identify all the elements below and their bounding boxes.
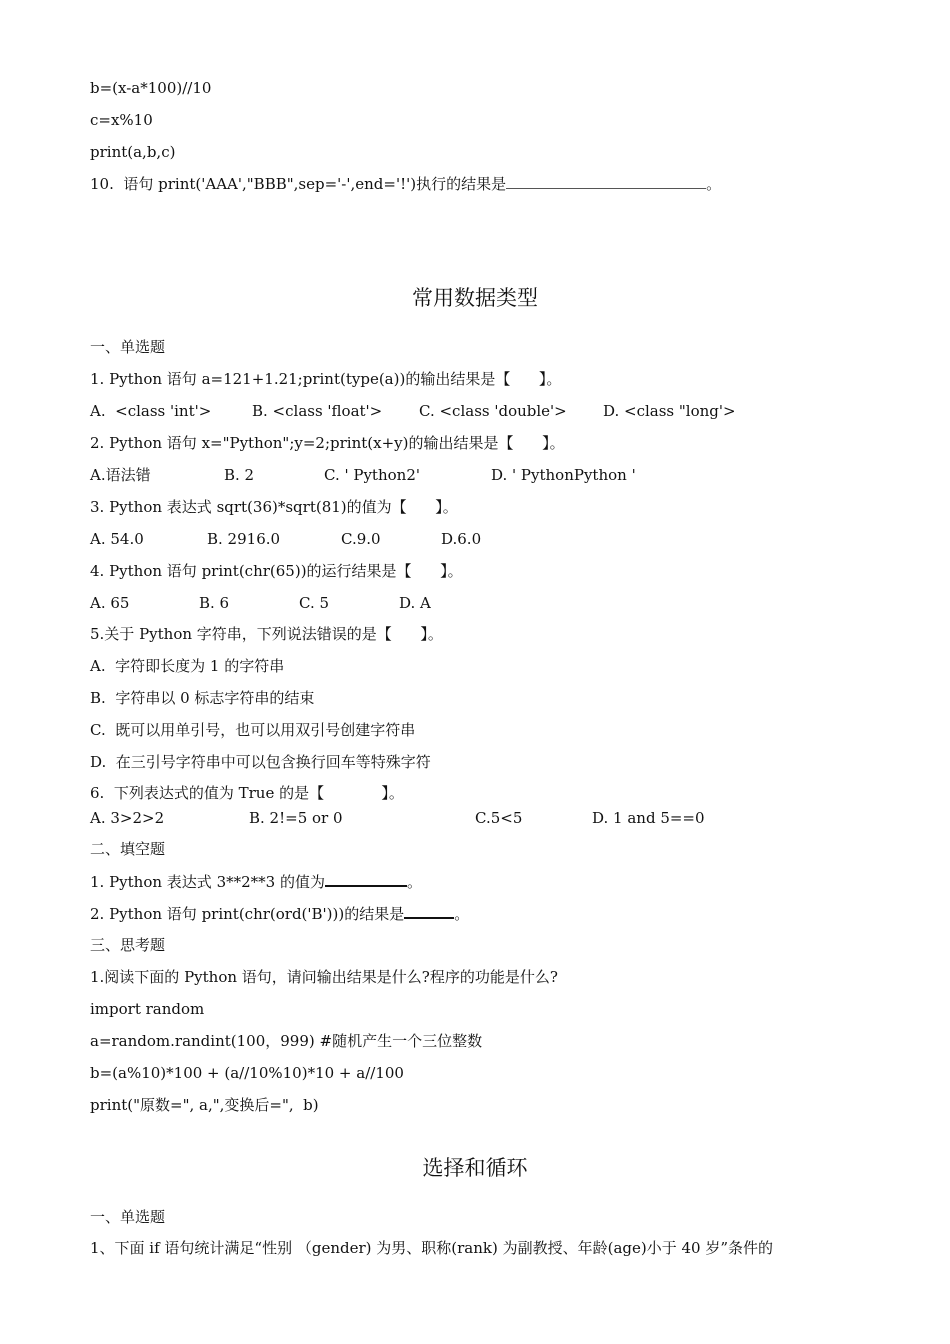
answer-blank (325, 871, 407, 887)
option-c: C. ' Python2' (324, 466, 420, 484)
section-subheading: 一、单选题 (90, 338, 166, 356)
question-text: 5.关于 Python 字符串，下列说法错误的是【 】。 (90, 625, 443, 643)
option-c: C. 既可以用单引号，也可以用双引号创建字符串 (90, 721, 416, 739)
option-row (90, 465, 890, 485)
option-c: C.5<5 (475, 809, 523, 827)
fill-question-2 (90, 903, 469, 924)
option-b: B. 2!=5 or 0 (249, 809, 343, 827)
section-subheading: 三、思考题 (90, 936, 166, 954)
code-line: c=x%10 (90, 111, 153, 129)
option-a: A. <class 'int'> (90, 402, 212, 420)
fill-question-1 (90, 871, 422, 892)
punct: 。 (706, 175, 722, 193)
question-text: 1. Python 表达式 3**2**3 的值为 (90, 873, 325, 891)
answer-blank (404, 903, 454, 919)
option-a: A. 3>2>2 (90, 809, 165, 827)
option-b: B. 2 (224, 466, 255, 484)
option-a: A. 65 (90, 594, 130, 612)
code-line: import random (90, 1000, 205, 1018)
answer-blank (506, 174, 706, 189)
option-row (90, 401, 890, 421)
option-a: A. 字符即长度为 1 的字符串 (90, 657, 285, 675)
option-a: A. 54.0 (90, 530, 144, 548)
option-c: C. 5 (299, 594, 330, 612)
code-line: b=(x-a*100)//10 (90, 79, 212, 97)
option-d: D. ' PythonPython ' (491, 466, 636, 484)
punct: 。 (454, 905, 470, 923)
option-d: D.6.0 (441, 530, 482, 548)
question-text: 10. 语句 print('AAA',"BBB",sep='-',end='!')执行的结果是 (90, 175, 507, 193)
question-text: 3. Python 表达式 sqrt(36)*sqrt(81)的值为【 】。 (90, 498, 458, 516)
option-c: C. <class 'double'> (419, 402, 567, 420)
option-d: D. A (399, 594, 431, 612)
code-line: print("原数=", a,",变换后=", b) (90, 1096, 319, 1114)
question-text: 2. Python 语句 x="Python";y=2;print(x+y)的输出结果是【 】。 (90, 434, 565, 452)
question-text: 6. 下列表达式的值为 True 的是【 】。 (90, 784, 404, 802)
question-text: 2. Python 语句 print(chr(ord('B')))的结果是 (90, 905, 405, 923)
code-line: b=(a%10)*100 + (a//10%10)*10 + a//100 (90, 1064, 404, 1082)
option-d: D. 在三引号字符串中可以包含换行回车等特殊字符 (90, 753, 431, 771)
question-text: 1、下面 if 语句统计满足“性别 （gender) 为男、职称(rank) 为副教授、年龄(age)小于 40 岁”条件的 (90, 1239, 774, 1257)
option-b: B. <class 'float'> (252, 402, 383, 420)
code-line: a=random.randint(100，999) #随机产生一个三位整数 (90, 1032, 483, 1050)
option-b: B. 2916.0 (207, 530, 281, 548)
code-line: print(a,b,c) (90, 143, 176, 161)
option-b: B. 6 (199, 594, 230, 612)
section-subheading: 二、填空题 (90, 840, 166, 858)
option-b: B. 字符串以 0 标志字符串的结束 (90, 689, 315, 707)
option-row (90, 808, 890, 828)
option-d: D. <class "long'> (603, 402, 736, 420)
option-row (90, 593, 890, 613)
section-title: 常用数据类型 (412, 286, 538, 310)
option-c: C.9.0 (341, 530, 381, 548)
punct: 。 (406, 873, 422, 891)
question-10 (90, 174, 721, 194)
option-a: A.语法错 (90, 466, 151, 484)
question-text: 1.阅读下面的 Python 语句，请问输出结果是什么?程序的功能是什么? (90, 968, 558, 986)
option-d: D. 1 and 5==0 (592, 809, 705, 827)
option-row (90, 529, 890, 549)
question-text: 1. Python 语句 a=121+1.21;print(type(a))的输出结果是【 】。 (90, 370, 562, 388)
section-subheading: 一、单选题 (90, 1208, 166, 1226)
section-title: 选择和循环 (422, 1156, 528, 1180)
question-text: 4. Python 语句 print(chr(65))的运行结果是【 】。 (90, 562, 463, 580)
